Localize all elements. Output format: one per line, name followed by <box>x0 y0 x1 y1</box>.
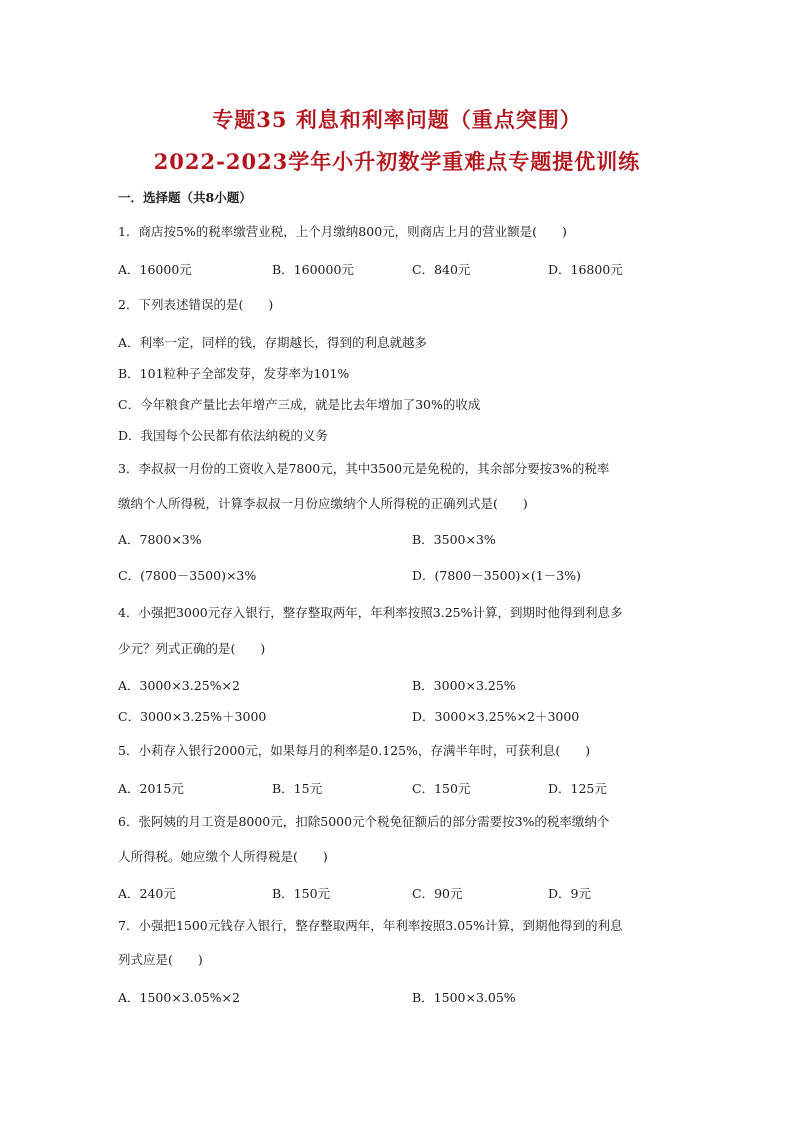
question-5-option-b: B．15元 <box>272 781 323 796</box>
question-7-option-a: A．1500×3.05%×2 <box>118 990 240 1005</box>
question-6-stem-line-1: 6．张阿姨的月工资是8000元，扣除5000元个税免征额后的部分需要按3%的税率缴纳个 <box>118 814 610 829</box>
question-3-option-a: A．7800×3% <box>118 532 202 547</box>
question-1-option-c: C．840元 <box>412 262 471 277</box>
question-1-option-b: B．160000元 <box>272 262 354 277</box>
question-7-option-b: B．1500×3.05% <box>412 990 516 1005</box>
title-line-2: 2022-2023学年小升初数学重难点专题提优训练 <box>153 149 641 174</box>
question-3-option-c: C．(7800－3500)×3% <box>118 568 257 583</box>
question-4-stem-line-2: 少元？列式正确的是( ) <box>118 641 266 656</box>
section-heading: 一．选择题（共8小题） <box>118 190 252 205</box>
question-1-stem: 1．商店按5%的税率缴营业税，上个月缴纳800元，则商店上月的营业额是( ) <box>118 224 567 239</box>
question-4-option-b: B．3000×3.25% <box>412 678 516 693</box>
question-2-stem: 2．下列表述错误的是( ) <box>118 297 274 312</box>
question-2-option-b: B．101粒种子全部发芽，发芽率为101% <box>118 366 350 381</box>
question-5-option-d: D．125元 <box>548 781 607 796</box>
question-6-option-d: D．9元 <box>548 886 591 901</box>
question-2-option-c: C．今年粮食产量比去年增产三成，就是比去年增加了30%的收成 <box>118 397 481 412</box>
question-2-option-d: D．我国每个公民都有依法纳税的义务 <box>118 428 329 443</box>
question-3-option-d: D．(7800－3500)×(1－3%) <box>412 568 581 583</box>
title-line-1: 专题35 利息和利率问题（重点突围） <box>212 107 582 132</box>
question-1-option-a: A．16000元 <box>118 262 192 277</box>
question-5-option-a: A．2015元 <box>118 781 184 796</box>
question-4-option-a: A．3000×3.25%×2 <box>118 678 240 693</box>
question-2-option-a: A．利率一定，同样的钱，存期越长，得到的利息就越多 <box>118 335 428 350</box>
question-3-stem-line-2: 缴纳个人所得税，计算李叔叔一月份应缴纳个人所得税的正确列式是( ) <box>118 496 528 511</box>
question-5-stem: 5．小莉存入银行2000元，如果每月的利率是0.125%，存满半年时，可获利息( ) <box>118 743 591 758</box>
question-7-stem-line-2: 列式应是( ) <box>118 952 203 967</box>
question-4-option-d: D．3000×3.25%×2＋3000 <box>412 709 580 724</box>
question-7-stem-line-1: 7．小强把1500元钱存入银行，整存整取两年，年利率按照3.05%计算，到期他得到的利息 <box>118 918 623 933</box>
question-5-option-c: C．150元 <box>412 781 471 796</box>
question-4-stem-line-1: 4．小强把3000元存入银行，整存整取两年，年利率按照3.25%计算，到期时他得到利息多 <box>118 605 623 620</box>
question-1-option-d: D．16800元 <box>548 262 623 277</box>
question-4-option-c: C．3000×3.25%＋3000 <box>118 709 267 724</box>
question-3-option-b: B．3500×3% <box>412 532 496 547</box>
question-3-stem-line-1: 3．李叔叔一月份的工资收入是7800元，其中3500元是免税的，其余部分要按3%的税率 <box>118 461 610 476</box>
question-6-option-a: A．240元 <box>118 886 176 901</box>
question-6-stem-line-2: 人所得税。她应缴个人所得税是( ) <box>118 849 328 864</box>
question-6-option-c: C．90元 <box>412 886 463 901</box>
question-6-option-b: B．150元 <box>272 886 331 901</box>
